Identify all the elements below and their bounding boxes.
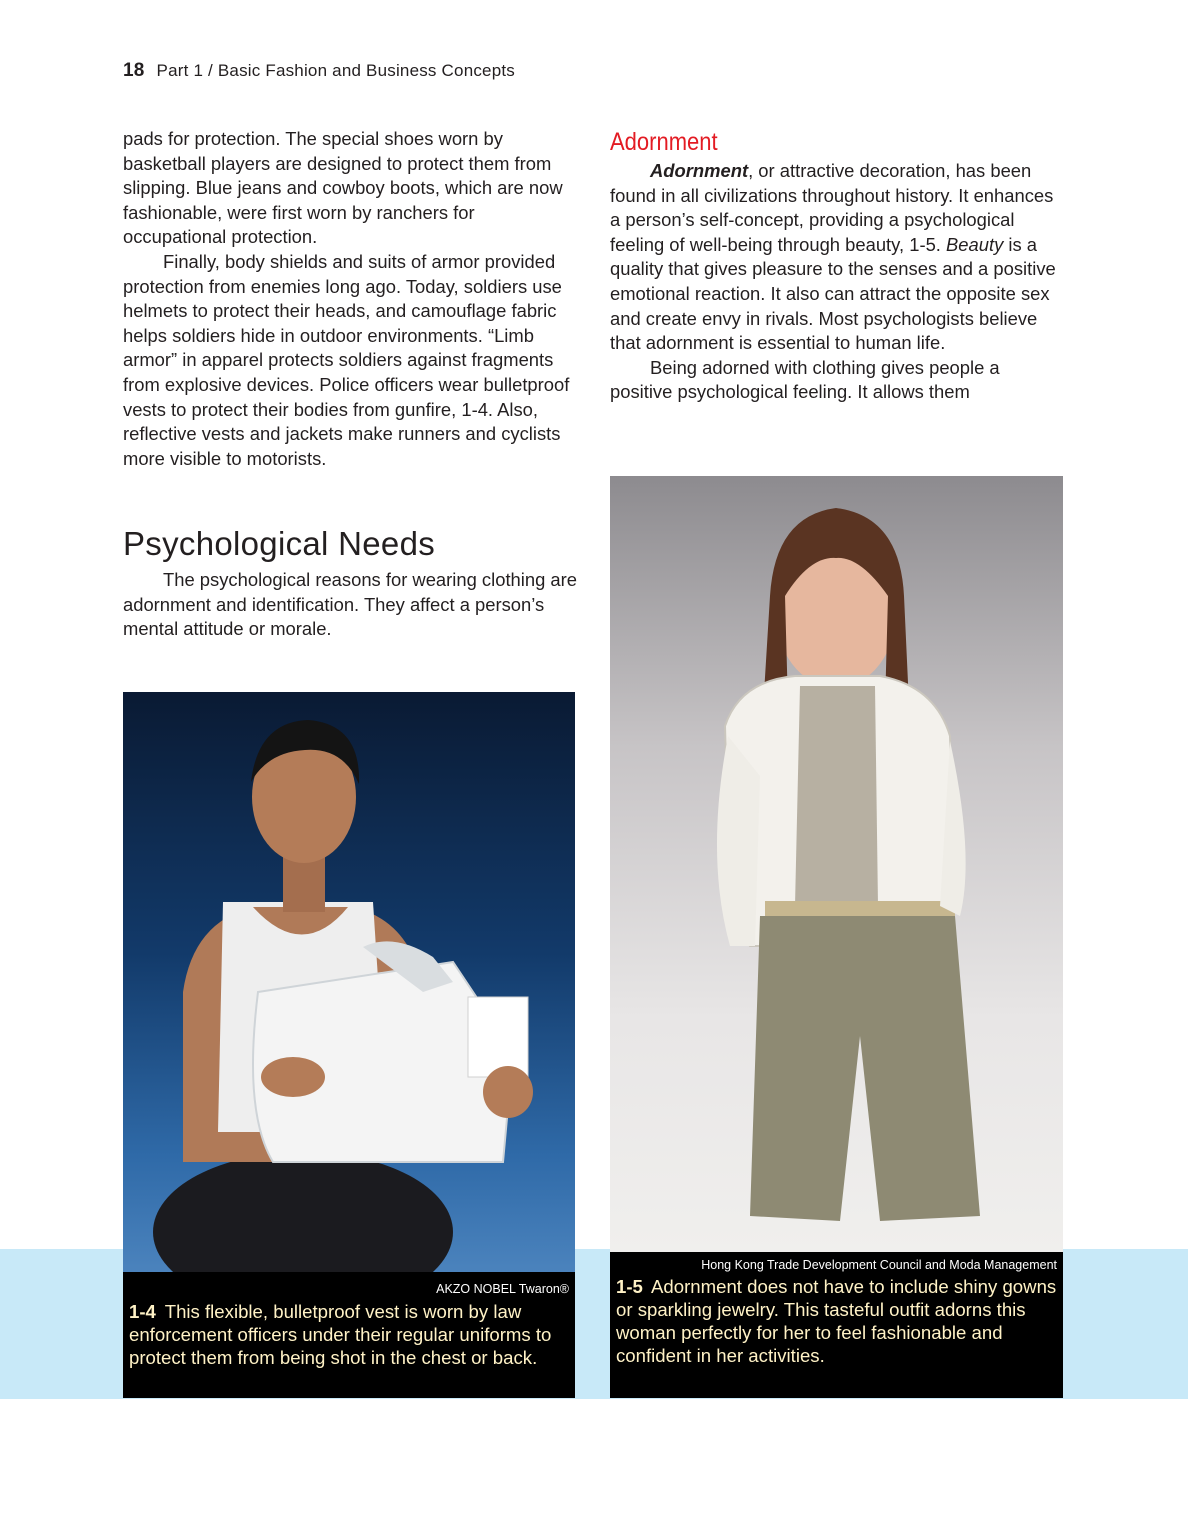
figure-1-5-credit: Hong Kong Trade Development Council and Moda Management xyxy=(701,1258,1057,1272)
figure-1-4-caption xyxy=(129,1300,569,1369)
adornment-para-1-a: , or attractive decoration, has been found in all civilizations throughout history. It enhances a person’s self-concept, providing a psychological feeling of well-being through beauty, 1-5. xyxy=(610,160,1054,255)
adornment-term: Adornment xyxy=(650,160,749,181)
figure-1-5-caption xyxy=(616,1275,1057,1367)
psychological-needs-heading: Psychological Needs xyxy=(123,525,436,562)
running-title: Part 1 / Basic Fashion and Business Concepts xyxy=(156,61,515,80)
page-number: 18 xyxy=(123,60,145,81)
adornment-para-1 xyxy=(610,159,1060,356)
psych-body xyxy=(123,568,578,642)
psych-para: The psychological reasons for wearing clothing are adornment and identification. They affect a person’s mental attitude or morale. xyxy=(123,569,578,640)
running-header xyxy=(123,60,515,82)
man-with-vest-illustration xyxy=(123,692,575,1272)
left-para-1: pads for protection. The special shoes worn by basketball players are designed to protect them from slipping. Blue jeans and cowboy boots, which are now fashionable, were first worn by ranchers for occupational protection. xyxy=(123,128,563,248)
left-column xyxy=(123,127,578,471)
figure-1-4-number: 1-4 xyxy=(129,1301,156,1322)
adornment-para-1-b: is a quality that gives pleasure to the senses and a positive emotional reaction. It also can attract the opposite sex and create envy in rivals. Most psychologists believe that adornment is essential to human life. xyxy=(610,233,1056,354)
beauty-term: Beauty xyxy=(946,233,1004,255)
figure-1-5-photo xyxy=(610,476,1063,1252)
figure-1-5-caption-box xyxy=(610,1252,1063,1398)
figure-1-5-number: 1-5 xyxy=(616,1276,643,1297)
woman-in-jacket-illustration xyxy=(610,476,1063,1252)
left-para-2: Finally, body shields and suits of armor provided protection from enemies long ago. Today, soldiers use helmets to protect their heads, and camouflage fabric helps soldiers hide in outdoor environments. “Limb armor” in apparel protects soldiers against fragments from explosive devices. Police officers wear bulletproof vests to protect their bodies from gunfire, 1-4. Also, reflective vests and jackets make runners and cyclists more visible to motorists. xyxy=(123,250,570,469)
right-column xyxy=(610,127,1060,405)
figure-1-5-caption-text: Adornment does not have to include shiny gowns or sparkling jewelry. This tasteful outfit adorns this woman perfectly for her to feel fashionable and confident in her activities. xyxy=(616,1276,1057,1366)
adornment-para-2: Being adorned with clothing gives people a positive psychological feeling. It allows them xyxy=(610,356,1000,403)
figure-1-4-caption-box xyxy=(123,1272,575,1398)
figure-1-4-caption-text: This flexible, bulletproof vest is worn by law enforcement officers under their regular uniforms to protect them from being shot in the chest or back. xyxy=(129,1301,552,1368)
adornment-heading: Adornment xyxy=(610,128,718,156)
figure-1-4-credit: AKZO NOBEL Twaron® xyxy=(436,1282,569,1296)
figure-1-4-photo xyxy=(123,692,575,1272)
